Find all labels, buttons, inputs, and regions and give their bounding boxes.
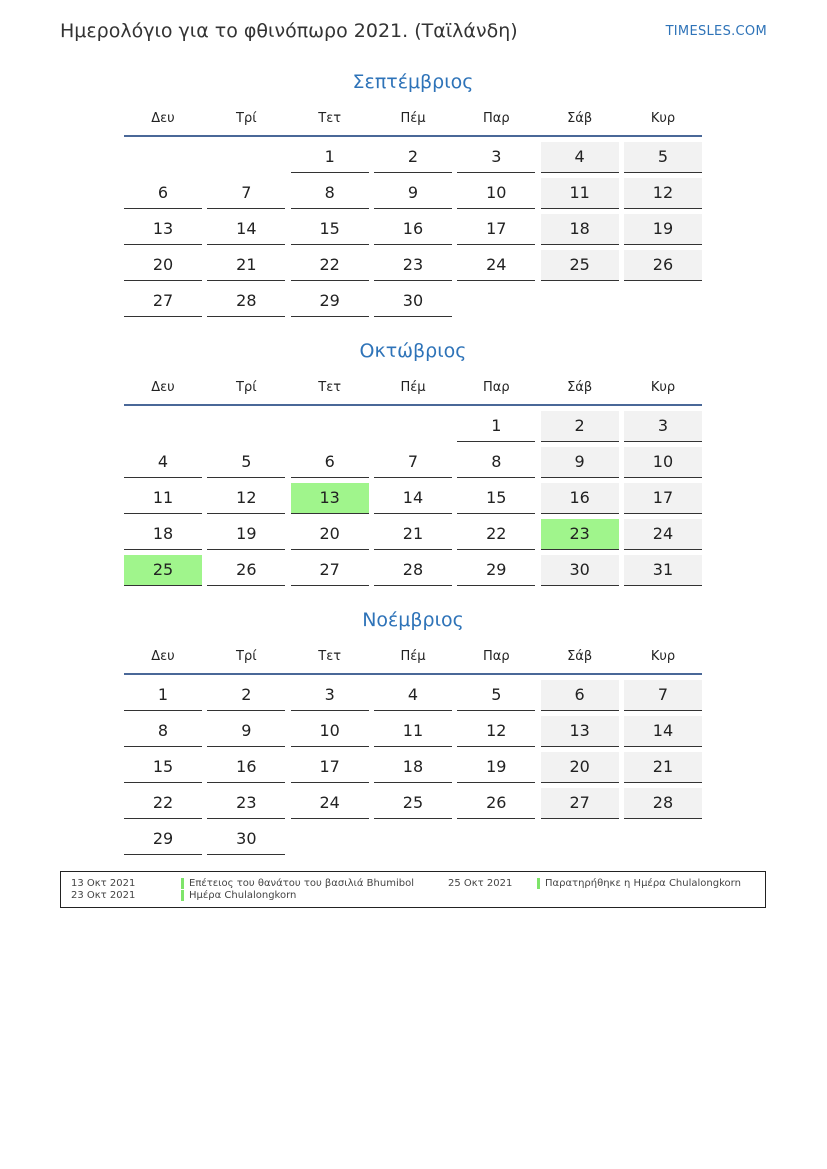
holiday-marker-icon	[181, 878, 184, 889]
weekday-label: Πέμ	[400, 649, 426, 664]
weekday-label: Τετ	[318, 649, 342, 664]
day-cell[interactable]: 16	[541, 483, 619, 514]
weekday-label: Δευ	[151, 649, 175, 664]
month-october	[124, 338, 702, 586]
day-cell[interactable]: 18	[541, 214, 619, 245]
day-grid	[124, 411, 702, 586]
day-cell[interactable]: 22	[457, 519, 535, 550]
weekday-label: Κυρ	[650, 111, 676, 126]
empty-cell	[124, 411, 202, 441]
day-cell[interactable]: 8	[291, 178, 369, 209]
day-grid	[124, 142, 702, 317]
day-cell[interactable]: 9	[374, 178, 452, 209]
day-cell[interactable]: 6	[291, 447, 369, 478]
day-cell[interactable]: 7	[374, 447, 452, 478]
day-cell[interactable]: 9	[541, 447, 619, 478]
day-cell[interactable]: 4	[374, 680, 452, 711]
legend-label: Ημέρα Chulalongkorn	[189, 890, 297, 901]
day-cell[interactable]: 3	[624, 411, 702, 442]
day-cell[interactable]: 10	[624, 447, 702, 478]
empty-cell	[207, 142, 285, 172]
day-cell[interactable]: 12	[624, 178, 702, 209]
day-cell[interactable]: 3	[457, 142, 535, 173]
weekday-label: Πέμ	[400, 111, 426, 126]
day-cell[interactable]: 26	[457, 788, 535, 819]
day-cell[interactable]: 30	[207, 824, 285, 855]
header-rule	[124, 673, 702, 675]
day-cell[interactable]: 17	[624, 483, 702, 514]
holiday-marker-icon	[537, 878, 540, 889]
weekday-label: Παρ	[483, 111, 510, 126]
day-cell[interactable]: 8	[457, 447, 535, 478]
weekday-label: Τρί	[236, 649, 257, 664]
holiday-marker-icon	[181, 890, 184, 901]
day-cell[interactable]: 24	[291, 788, 369, 819]
legend-date: 23 Οκτ 2021	[71, 890, 136, 901]
day-cell[interactable]: 14	[207, 214, 285, 245]
day-cell[interactable]: 13	[124, 214, 202, 245]
day-cell[interactable]: 16	[374, 214, 452, 245]
day-cell[interactable]: 24	[457, 250, 535, 281]
day-cell[interactable]: 15	[291, 214, 369, 245]
day-cell[interactable]: 23	[374, 250, 452, 281]
day-cell[interactable]: 25	[541, 250, 619, 281]
brand-logo[interactable]: TIMESLES.COM	[665, 24, 767, 39]
day-cell[interactable]: 28	[624, 788, 702, 819]
month-title: Σεπτέμβριος	[352, 71, 474, 93]
holiday-day-cell[interactable]: 25	[124, 555, 202, 586]
month-title: Νοέμβριος	[362, 609, 464, 631]
day-cell[interactable]: 17	[291, 752, 369, 783]
day-cell[interactable]: 4	[124, 447, 202, 478]
day-cell[interactable]: 2	[207, 680, 285, 711]
day-cell[interactable]: 11	[541, 178, 619, 209]
legend-entry	[71, 878, 431, 890]
holiday-day-cell[interactable]: 13	[291, 483, 369, 514]
day-cell[interactable]: 31	[624, 555, 702, 586]
day-cell[interactable]: 23	[207, 788, 285, 819]
day-cell[interactable]: 24	[624, 519, 702, 550]
weekday-label: Τετ	[318, 111, 342, 126]
legend-entry	[448, 878, 758, 890]
day-cell[interactable]: 28	[207, 286, 285, 317]
day-cell[interactable]: 18	[374, 752, 452, 783]
day-cell[interactable]: 13	[541, 716, 619, 747]
holiday-legend	[60, 871, 766, 908]
day-cell[interactable]: 5	[457, 680, 535, 711]
day-cell[interactable]: 30	[541, 555, 619, 586]
day-cell[interactable]: 22	[291, 250, 369, 281]
weekday-label: Δευ	[151, 380, 175, 395]
day-cell[interactable]: 29	[457, 555, 535, 586]
legend-date: 25 Οκτ 2021	[448, 878, 513, 889]
day-cell[interactable]: 20	[291, 519, 369, 550]
day-cell[interactable]: 3	[291, 680, 369, 711]
day-cell[interactable]: 12	[457, 716, 535, 747]
day-cell[interactable]: 2	[374, 142, 452, 173]
day-cell[interactable]: 27	[541, 788, 619, 819]
empty-cell	[124, 142, 202, 172]
day-cell[interactable]: 19	[207, 519, 285, 550]
header-rule	[124, 135, 702, 137]
day-cell[interactable]: 14	[624, 716, 702, 747]
weekday-label: Σάβ	[567, 111, 593, 126]
day-cell[interactable]: 25	[374, 788, 452, 819]
day-cell[interactable]: 19	[457, 752, 535, 783]
day-cell[interactable]: 6	[124, 178, 202, 209]
weekday-label: Δευ	[151, 111, 175, 126]
empty-cell	[291, 411, 369, 441]
day-cell[interactable]: 27	[124, 286, 202, 317]
empty-cell	[374, 411, 452, 441]
month-november	[124, 607, 702, 855]
weekday-label: Κυρ	[650, 649, 676, 664]
day-cell[interactable]: 20	[124, 250, 202, 281]
legend-date: 13 Οκτ 2021	[71, 878, 136, 889]
day-cell[interactable]: 15	[457, 483, 535, 514]
day-grid	[124, 680, 702, 855]
header-rule	[124, 404, 702, 406]
day-cell[interactable]: 21	[374, 519, 452, 550]
day-cell[interactable]: 22	[124, 788, 202, 819]
weekday-label: Τρί	[236, 380, 257, 395]
weekday-label: Τετ	[318, 380, 342, 395]
day-cell[interactable]: 11	[374, 716, 452, 747]
day-cell[interactable]: 5	[207, 447, 285, 478]
day-cell[interactable]: 26	[207, 555, 285, 586]
day-cell[interactable]: 19	[624, 214, 702, 245]
day-cell[interactable]: 30	[374, 286, 452, 317]
day-cell[interactable]: 18	[124, 519, 202, 550]
day-cell[interactable]: 21	[624, 752, 702, 783]
weekday-header	[124, 378, 702, 398]
day-cell[interactable]: 5	[624, 142, 702, 173]
legend-label: Παρατηρήθηκε η Ημέρα Chulalongkorn	[545, 878, 741, 889]
day-cell[interactable]: 2	[541, 411, 619, 442]
day-cell[interactable]: 20	[541, 752, 619, 783]
day-cell[interactable]: 6	[541, 680, 619, 711]
day-cell[interactable]: 28	[374, 555, 452, 586]
day-cell[interactable]: 11	[124, 483, 202, 514]
day-cell[interactable]: 10	[457, 178, 535, 209]
day-cell[interactable]: 1	[124, 680, 202, 711]
empty-cell	[207, 411, 285, 441]
weekday-label: Σάβ	[567, 380, 593, 395]
weekday-label: Πέμ	[400, 380, 426, 395]
day-cell[interactable]: 9	[207, 716, 285, 747]
weekday-label: Παρ	[483, 649, 510, 664]
weekday-header	[124, 109, 702, 129]
day-cell[interactable]: 7	[624, 680, 702, 711]
day-cell[interactable]: 12	[207, 483, 285, 514]
day-cell[interactable]: 29	[124, 824, 202, 855]
day-cell[interactable]: 21	[207, 250, 285, 281]
day-cell[interactable]: 4	[541, 142, 619, 173]
day-cell[interactable]: 15	[124, 752, 202, 783]
day-cell[interactable]: 1	[457, 411, 535, 442]
day-cell[interactable]: 16	[207, 752, 285, 783]
legend-entry	[71, 890, 431, 902]
day-cell[interactable]: 26	[624, 250, 702, 281]
month-september	[124, 69, 702, 317]
day-cell[interactable]: 14	[374, 483, 452, 514]
page-title: Ημερολόγιο για το φθινόπωρο 2021. (Ταϊλάνδη)	[60, 20, 518, 42]
weekday-label: Παρ	[483, 380, 510, 395]
day-cell[interactable]: 8	[124, 716, 202, 747]
day-cell[interactable]: 27	[291, 555, 369, 586]
legend-label: Επέτειος του θανάτου του βασιλιά Bhumibol	[189, 878, 414, 889]
weekday-label: Τρί	[236, 111, 257, 126]
day-cell[interactable]: 1	[291, 142, 369, 173]
day-cell[interactable]: 17	[457, 214, 535, 245]
day-cell[interactable]: 7	[207, 178, 285, 209]
weekday-label: Σάβ	[567, 649, 593, 664]
month-title: Οκτώβριος	[359, 340, 467, 362]
day-cell[interactable]: 10	[291, 716, 369, 747]
weekday-label: Κυρ	[650, 380, 676, 395]
holiday-day-cell[interactable]: 23	[541, 519, 619, 550]
day-cell[interactable]: 29	[291, 286, 369, 317]
weekday-header	[124, 647, 702, 667]
